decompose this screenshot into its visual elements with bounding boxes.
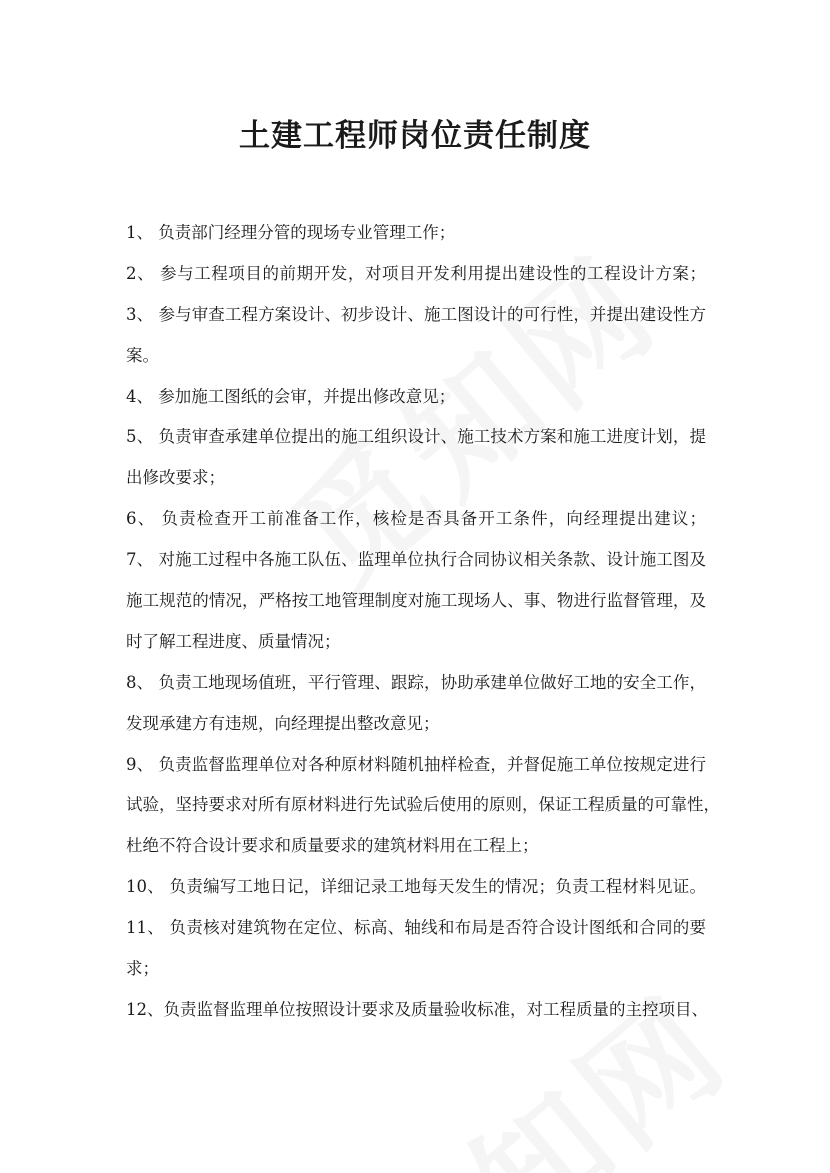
text-line: 4、 参加施工图纸的会审，并提出修改意见；	[126, 386, 456, 406]
text-line: 7、 对施工过程中各施工队伍、监理单位执行合同协议相关条款、设计施工图及	[126, 550, 706, 570]
text-line: 9、 负责监督监理单位对各种原材料随机抽样检查，并督促施工单位按规定进行	[126, 754, 706, 774]
text-line: 8、 负责工地现场值班，平行管理、跟踪，协助承建单位做好工地的安全工作，	[126, 672, 706, 692]
text-line: 2、 参与工程项目的前期开发，对项目开发利用提出建设性的工程设计方案；	[126, 263, 706, 283]
text-line: 10、 负责编写工地日记，详细记录工地每天发生的情况；负责工程材料见证。	[126, 877, 706, 897]
text-line: 施工规范的情况，严格按工地管理制度对施工现场人、事、物进行监督管理，及	[126, 591, 706, 611]
text-line: 出修改要求；	[126, 468, 225, 488]
text-line: 5、 负责审查承建单位提出的施工组织设计、施工技术方案和施工进度计划，提	[126, 427, 706, 447]
text-line: 11、 负责核对建筑物在定位、标高、轴线和布局是否符合设计图纸和合同的要	[126, 918, 706, 938]
text-line: 时了解工程进度、质量情况；	[126, 631, 341, 651]
text-line: 杜绝不符合设计要求和质量要求的建筑材料用在工程上；	[126, 836, 539, 856]
text-line: 12、负责监督监理单位按照设计要求及质量验收标准，对工程质量的主控项目、	[126, 999, 708, 1019]
text-line: 案。	[126, 345, 159, 365]
text-line: 6、 负责检查开工前准备工作，核检是否具备开工条件，向经理提出建议；	[126, 509, 706, 529]
text-line: 3、 参与审查工程方案设计、初步设计、施工图设计的可行性，并提出建设性方	[126, 304, 706, 324]
text-line: 发现承建方有违规，向经理提出整改意见；	[126, 713, 440, 733]
text-line: 试验，坚持要求对所有原材料进行先试验后使用的原则，保证工程质量的可靠性，	[126, 795, 720, 815]
text-line: 求；	[126, 959, 159, 979]
document-title: 土建工程师岗位责任制度	[239, 118, 591, 154]
text-line: 1、 负责部门经理分管的现场专业管理工作；	[126, 223, 456, 242]
document-body	[126, 213, 720, 1031]
